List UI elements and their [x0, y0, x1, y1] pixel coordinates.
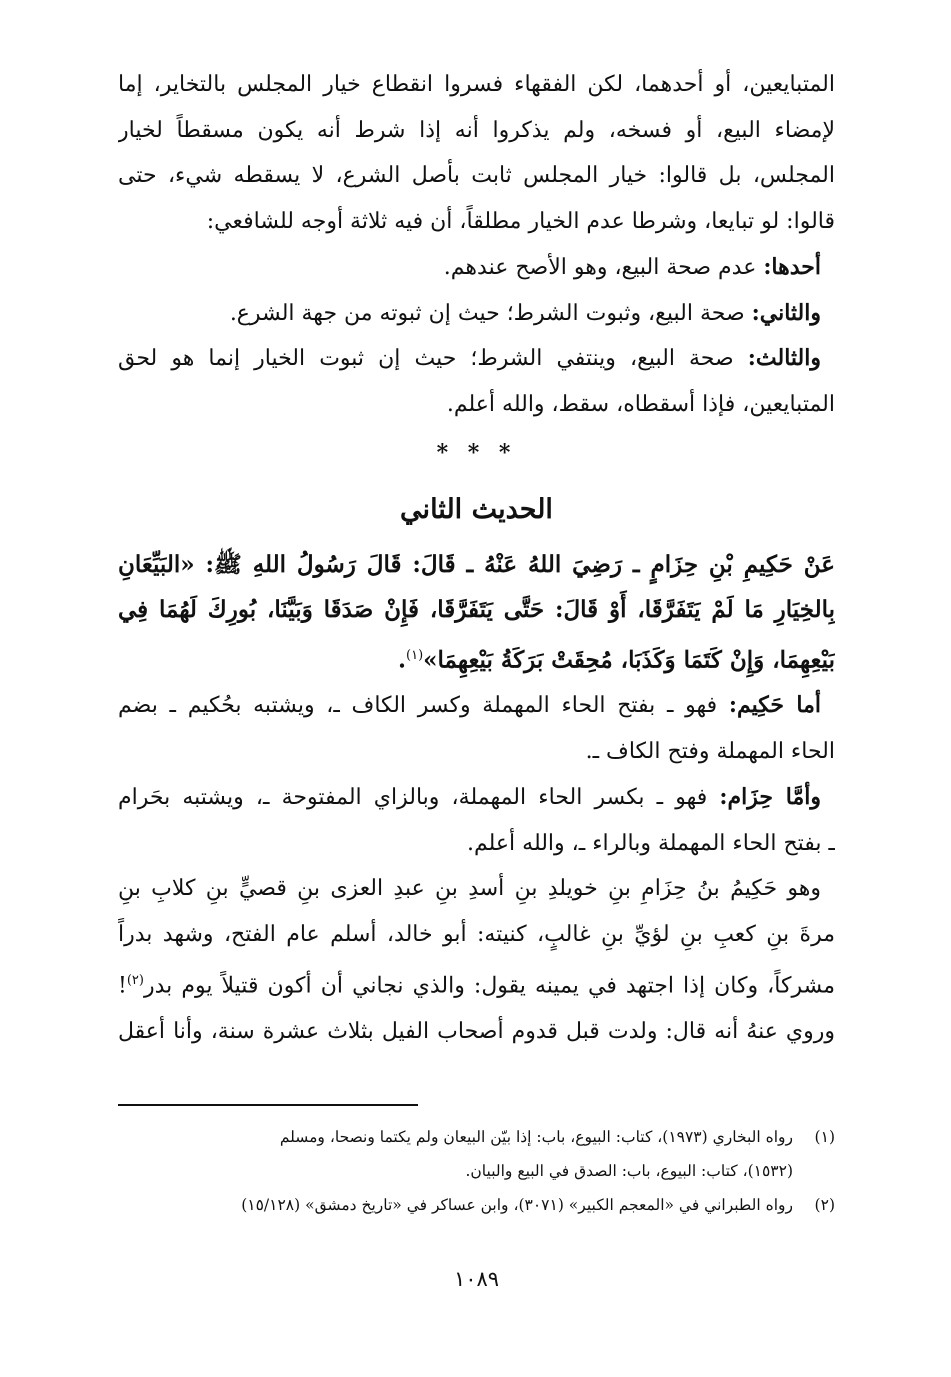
hadith-line: عَنْ حَكِيمِ بْنِ حِزَامٍ ـ رَضِيَ اللهُ عَنْهُ ـ قَالَ: قَالَ رَسُولُ اللهِ ﷺ: «البَيِّعَانِ [118, 550, 835, 578]
hadith-line: بِالخِيَارِ مَا لَمْ يَتَفَرَّقَا، أَوْ قَالَ: حَتَّى يَتَفَرَّقَا، فَإِنْ صَدَقَا وَبَيَّنَا، بُورِكَ لَهُمَا فِي [118, 596, 835, 624]
footnote-1-text: رواه البخاري (١٩٧٣)، كتاب: البيوع، باب: إذا بيّن البيعان ولم يكتما ونصحا، ومسلم [279, 1128, 793, 1146]
hakim-lead: أما حَكِيم: [728, 692, 821, 719]
page-number: ١٠٨٩ [453, 1267, 500, 1291]
wajh-second-text: صحة البيع، وثبوت الشرط؛ حيث إن ثبوته من جهة الشرع. [229, 300, 752, 326]
hizam-note [118, 775, 835, 821]
hizam-lead: وأمَّا حِزَام: [719, 783, 821, 810]
hakim-text: فهو ـ بفتح الحاء المهملة وكسر الكاف ـ، ويشتبه بحُكيم ـ بضم [118, 693, 729, 719]
footnote-ref-1: (١) [406, 648, 424, 664]
hakim-note-cont: الحاء المهملة وفتح الكاف ـ. [585, 739, 835, 765]
page-body [118, 62, 835, 1291]
bio-line: مرةَ بنِ كعبِ بنِ لؤيِّ بنِ غالبٍ، كنيته: أبو خالد، أسلم عام الفتح، وشهد بدراً [118, 921, 835, 947]
wajh-first-lead: أحدها: [763, 253, 821, 280]
bio-exclamation: ! [118, 972, 127, 998]
bio-text: مشركاً، وكان إذا اجتهد في يمينه يقول: والذي نجاني أن أكون قتيلاً يوم بدر [143, 972, 835, 998]
intro-line: المتبايعين، أو أحدهما، لكن الفقهاء فسروا انقطاع خيار المجلس بالتخاير، إما [118, 72, 835, 97]
wajh-third-text: صحة البيع، وينتفي الشرط؛ حيث إن ثبوت الخيار إنما هو لحق [118, 346, 748, 372]
footnote-2-text: رواه الطبراني في «المعجم الكبير» (٣٠٧١)، وابن عساكر في «تاريخ دمشق» (١٥/١٢٨) [241, 1196, 793, 1214]
wajh-third [118, 336, 835, 382]
bio-line: وهو حَكِيمُ بنُ حِزَامِ بنِ خويلدِ بنِ أسدِ بنِ عبدِ العزى بنِ قصيٍّ بنِ كلابِ بنِ [118, 876, 821, 902]
wajh-second-lead: والثاني: [751, 299, 821, 326]
footnote-1 [118, 1120, 835, 1154]
footnote-1-cont-text: (١٥٣٢)، كتاب: البيوع، باب: الصدق في البيع والبيان. [465, 1162, 793, 1180]
wajh-first-text: عدم صحة البيع، وهو الأصح عندهم. [443, 254, 764, 280]
intro-line: لإمضاء البيع، أو فسخه، ولم يذكروا أنه إذا شرط أنه يكون مسقطاً لخيار [118, 117, 835, 143]
footnote-ref-2: (٢) [126, 972, 144, 988]
footnote-1-number: (١) [814, 1128, 835, 1146]
wajh-third-cont: المتبايعين، فإذا أسقطاه، سقط، والله أعلم. [446, 391, 835, 417]
section-separator: * * * [436, 439, 517, 466]
footnote-1-cont [118, 1154, 835, 1188]
intro-line: المجلس، بل قالوا: خيار المجلس ثابت بأصل الشرع، لا يسقطه شيء، حتى [118, 163, 835, 189]
section-heading: الحديث الثاني [400, 493, 553, 525]
intro-line: قالوا: لو تبايعا، وشرطا عدم الخيار مطلقاً، أن فيه ثلاثة أوجه للشافعي: [206, 209, 835, 235]
wajh-third-lead: والثالث: [747, 345, 821, 372]
bio-line [118, 958, 835, 1009]
footnotes [118, 1120, 835, 1222]
footnote-2 [118, 1188, 835, 1222]
hizam-text: فهو ـ بكسر الحاء المهملة، وبالزاي المفتوحة ـ، ويشتبه بحَرام [118, 784, 720, 810]
hadith-text: بَيْعِهِمَا، وَإِنْ كَتَمَا وَكَذَبَا، مُحِقَتْ بَرَكَةُ بَيْعِهِمَا» [423, 646, 835, 674]
bio-line: وروي عنهُ أنه قال: ولدت قبل قدوم أصحاب الفيل بثلاث عشرة سنة، وأنا أعقل [118, 1018, 835, 1044]
footnote-2-number: (٢) [814, 1196, 835, 1214]
hadith-end-period: . [398, 646, 407, 674]
wajh-first [118, 245, 835, 291]
hadith-line-last [118, 633, 835, 683]
footnote-divider [118, 1104, 418, 1106]
hizam-note-cont: ـ بفتح الحاء المهملة وبالراء ـ، والله أعلم. [467, 830, 835, 856]
hakim-note [118, 683, 835, 729]
wajh-second [118, 291, 835, 337]
